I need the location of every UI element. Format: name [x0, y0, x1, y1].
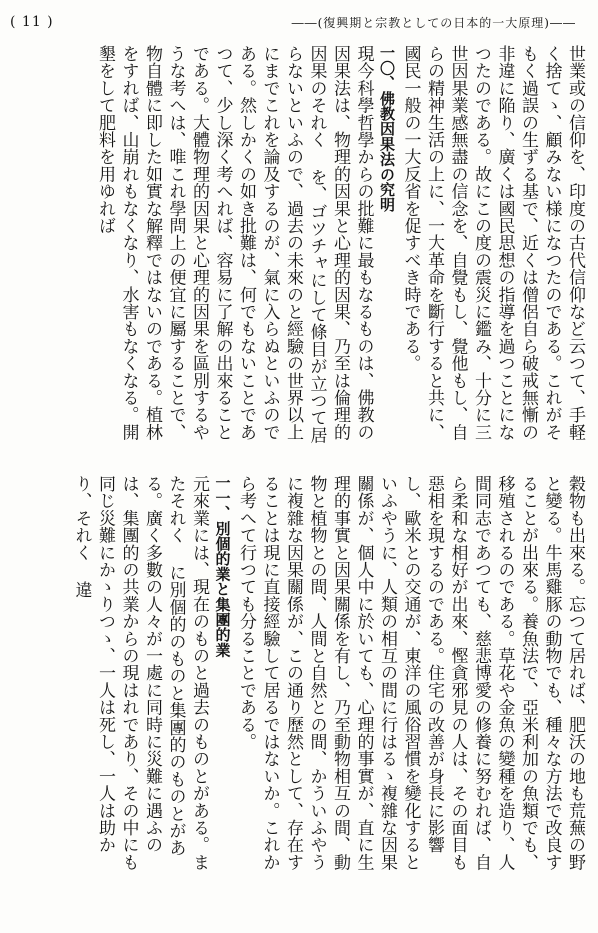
lower-paragraph-1: 穀物も出來る。忘つて居れば、肥沃の地も荒蕪の野と變る。牛馬雞豚の動物でも、種々な方法で改良することが出來る。養魚法で、亞米利加の魚類でも、移殖されるのである。草花や金魚の變種を造り、人間同志であつても、慈悲博愛の修養に努むれば、自ら柔和な相好が出來、慳貪邪見の人は、その面目も惡相を現するのである。住宅の改善が身長に影響し、歐米との交通が、東洋の風俗習慣を變化するといふやうに、人類の相互の間に行はるゝ複雜な因果關係が、個人中に於いても、心理的事實が、直に生理的事實と因果關係を有し、乃至動物相互の間、動物と植物との間、人間と自然との間、かういふやうに複雜な因果關係が、この通り歷然として、存在することは現に直接經驗して居るではないか。これから考へて行つても分ることである。 — [236, 475, 585, 871]
upper-text-block — [11, 45, 586, 455]
section-10-heading: 一〇、佛教因果法の究明 — [378, 45, 396, 213]
lower-paragraph-2: 元來業には、現在のものと過去のものとがある。またそれく に別個的のものと集團的のものとがある。廣く多數の人々が一處に同時に災難に遇ふのは、集團的の共業からの現はれであり、その中にも同じ災難にかゝりつゝ、一人は死し、一人は助かり、それく 違 — [71, 475, 209, 871]
lower-text-block — [11, 475, 586, 885]
page-header — [0, 0, 598, 40]
page-number: ( 11 ) — [10, 14, 54, 30]
running-title: ――(復興期と宗教としての日本的一大原理)―― — [291, 16, 576, 30]
section-11-heading: 一一、別個的業と集團的業 — [213, 475, 232, 658]
upper-paragraph-1: 世業或の信仰を、印度の古代信仰など云つて、手軽く捨てゝ、顧みない様になつたのである。これがそもく過誤の生ずる基で、近くは僧侶自ら破戒無慚の非違に陥り、廣くは國民思想の指導を過つことになつたのである。故にこの度の震災に鑑み、十分に三世因果業感無盡の信念を、自覺もし、覺他もし、自らの精神生活の上に、一大革命を斷行すると共に、國民一般の一大反省を促すべき時である。 — [400, 45, 585, 441]
upper-paragraph-2: 現今科學哲學からの批難に最もなるものは、佛教の因果法は、物理的因果と心理的因果、乃至は倫理的因果のそれく を、ゴツチャにして條目が立つて居らないといふので、過去の未來のと經驗の世界以上にまでこれを論及するのが、氣に入らぬといふのである。然しかくの如き批難は、何でもないことであつて、少し深く考へれば、容易に了解の出來ることである。大體物理的因果と心理的因果を區別するやうな考へは、唯これ學問上の便宜に屬することで、物自體に即した如實な解釋ではないのである。植林をすれば、山崩れもなくなり、水害もなくなる。開墾をして肥料を用ゆれば — [95, 45, 374, 444]
